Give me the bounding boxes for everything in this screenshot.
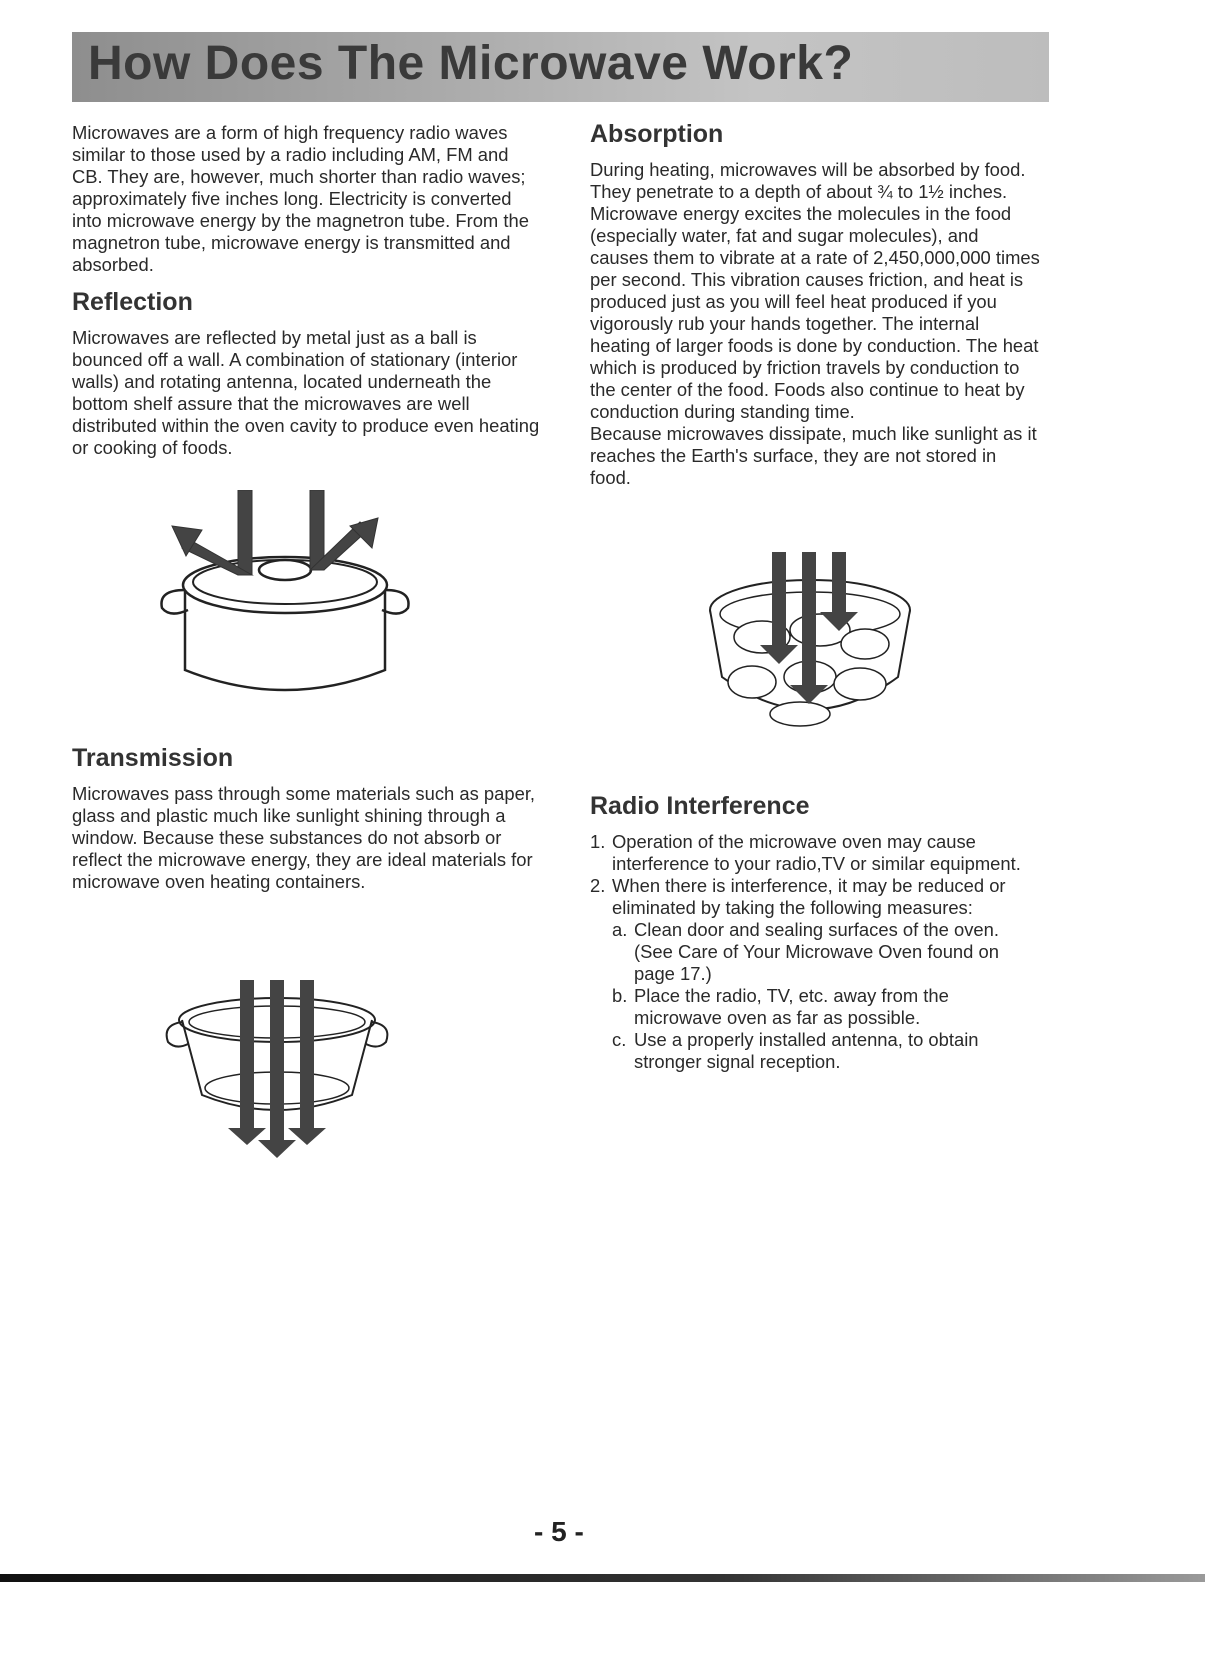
reflection-paragraph: Microwaves are reflected by metal just as a ball is bounced off a wall. A combination of stationary (interior walls) and rotating antenna, located underneath the bottom shelf assure that the microwaves are well distributed within the oven cavity to produce even heating or cooking of foods. <box>72 327 540 458</box>
left-column <box>72 122 542 276</box>
absorption-paragraph-1: During heating, microwaves will be absorbed by food. They penetrate to a depth of about ¾ to 1½ inches. Microwave energy excites the molecules in the food (especially water, fat and sugar molecules), and causes them to vibrate at a rate of 2,450,000,000 times per second. This vibration causes friction, and heat is produced just as you will feel heat produced if you vigorously rub your hands together. The internal heating of larger foods is done by conduction. The heat which is produced by friction travels by conduction to the center of the food. Foods also continue to heat by conduction during standing time. <box>590 159 1040 422</box>
list-number: 1. <box>590 831 606 852</box>
transmission-section <box>72 744 542 893</box>
bottom-rule <box>0 1574 1205 1582</box>
sub-list-container <box>590 919 1040 1073</box>
transmission-dish-illustration <box>162 980 392 1165</box>
intro-paragraph: Microwaves are a form of high frequency radio waves similar to those used by a radio including AM, FM and CB. They are, however, much shorter than radio waves; approximately five inches long. Electricity is converted into microwave energy by the magnetron tube. From the magnetron tube, microwave energy is transmitted and absorbed. <box>72 122 529 275</box>
radio-interference-list <box>590 831 1040 1073</box>
title-banner <box>72 32 1049 102</box>
page-title: How Does The Microwave Work? <box>88 37 854 90</box>
list-item <box>612 1029 1040 1073</box>
transmission-heading: Transmission <box>72 744 234 772</box>
page-number: - 5 - <box>534 1516 584 1547</box>
list-item <box>612 919 1040 985</box>
absorption-bowl-illustration <box>700 552 920 737</box>
list-number: 2. <box>590 875 606 896</box>
reflection-pot-illustration <box>150 490 420 715</box>
list-text: Use a properly installed antenna, to obtain stronger signal reception. <box>634 1029 979 1072</box>
absorption-section <box>590 120 1040 489</box>
list-item <box>612 985 1040 1029</box>
reflection-section <box>72 288 542 459</box>
reflection-heading: Reflection <box>72 288 193 316</box>
list-letter: b. <box>612 985 628 1006</box>
transmission-paragraph: Microwaves pass through some materials such as paper, glass and plastic much like sunlight shining through a window. Because these substances do not absorb or reflect the microwave energy, they are ideal materials for microwave oven heating containers. <box>72 783 536 892</box>
list-letter: c. <box>612 1029 627 1050</box>
absorption-heading: Absorption <box>590 120 724 148</box>
radio-interference-heading: Radio Interference <box>590 792 810 820</box>
list-item <box>590 875 1040 919</box>
list-text: Place the radio, TV, etc. away from the microwave oven as far as possible. <box>634 985 949 1028</box>
list-item <box>590 831 1040 875</box>
list-text: Clean door and sealing surfaces of the oven. (See Care of Your Microwave Oven found on page 17.) <box>634 919 999 984</box>
measures-sub-list <box>590 919 1040 1073</box>
absorption-paragraph-2: Because microwaves dissipate, much like sunlight as it reaches the Earth's surface, they are not stored in food. <box>590 423 1037 488</box>
list-text: Operation of the microwave oven may cause interference to your radio,TV or similar equipment. <box>612 831 1021 874</box>
radio-interference-section <box>590 792 1040 1073</box>
list-letter: a. <box>612 919 628 940</box>
list-text: When there is interference, it may be reduced or eliminated by taking the following measures: <box>612 875 1006 918</box>
